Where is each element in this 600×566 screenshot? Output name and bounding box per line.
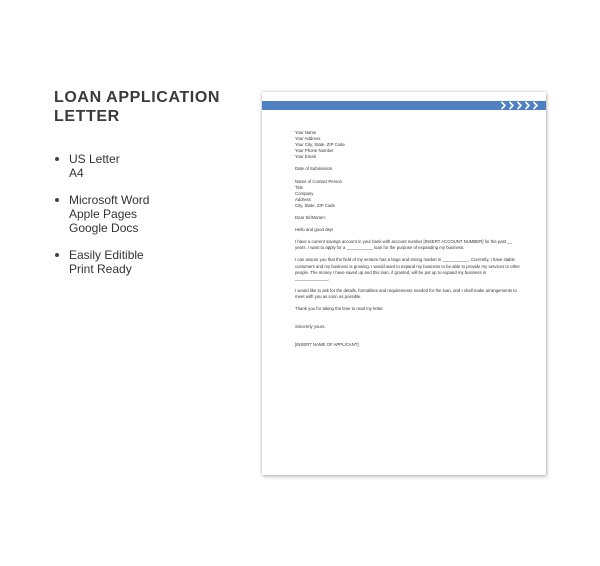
salutation: Dear Sir/Ma'am: <box>295 215 326 221</box>
chevron-arrows <box>500 101 539 110</box>
closing: Sincerely yours, <box>295 324 326 330</box>
chevron-right-icon <box>524 101 531 110</box>
feature-item-formats <box>54 152 149 180</box>
feature-text: Microsoft Word <box>69 193 150 207</box>
feature-text: Apple Pages <box>69 207 138 221</box>
bullet-icon <box>55 157 59 161</box>
feature-item-apps <box>54 193 149 235</box>
greeting: Hello and good day! <box>295 227 334 233</box>
feature-list <box>54 152 149 289</box>
recipient-line: Name of Contact Person <box>295 178 343 184</box>
sender-line: Your Name <box>295 130 317 135</box>
recipient-line: Address <box>295 196 311 202</box>
sender-line: Your Email <box>295 154 316 160</box>
feature-text: Easily Editible <box>69 248 144 262</box>
feature-item-editing <box>54 248 149 276</box>
feature-text: Print Ready <box>69 262 132 276</box>
letter-body <box>295 130 520 348</box>
recipient-line: Company <box>295 190 314 196</box>
recipient-line: City, State, ZIP Code <box>295 202 335 208</box>
recipient-line: Title <box>295 184 303 190</box>
bullet-icon <box>55 198 59 202</box>
chevron-right-icon <box>516 101 523 110</box>
body-paragraph: I would like to ask for the details, formalities and requirements needed for the loan, and I shall make arrangements to meet with you as soon as possible. <box>295 287 517 299</box>
letter-preview[interactable] <box>262 92 546 475</box>
sender-line: Your City, State, ZIP Code <box>295 142 345 148</box>
sender-line: Your Address <box>295 136 321 142</box>
feature-text: A4 <box>69 166 84 180</box>
body-paragraph: I have a current savings account in your bank with account number [INSERT ACCOUNT NUMBER] for the past __ years. I want to apply for a ___________ loan for the purpose of expanding my business. <box>295 239 513 251</box>
sender-line: Your Phone Number <box>295 148 334 154</box>
bullet-icon <box>55 253 59 257</box>
feature-text: US Letter <box>69 152 120 166</box>
chevron-right-icon <box>508 101 515 110</box>
feature-text: Google Docs <box>69 221 139 235</box>
signature: [INSERT NAME OF APPLICANT] <box>295 342 359 348</box>
thanks-line: Thank you for taking the time to read my letter. <box>295 305 384 311</box>
page-title: LOAN APPLICATION LETTER <box>54 89 221 125</box>
letter-date: Date of Submission <box>295 166 333 172</box>
chevron-right-icon <box>532 101 539 110</box>
chevron-right-icon <box>500 101 507 110</box>
body-paragraph: I can assure you that the field of my venture has a large and strong market in ___________. Currently, I have stable customers and my business is growing. I would want to expand my business to be able to provide my services to other people. The money I have saved up and this loan, if granted, will be put up to expand my business in ______________. <box>295 257 520 281</box>
